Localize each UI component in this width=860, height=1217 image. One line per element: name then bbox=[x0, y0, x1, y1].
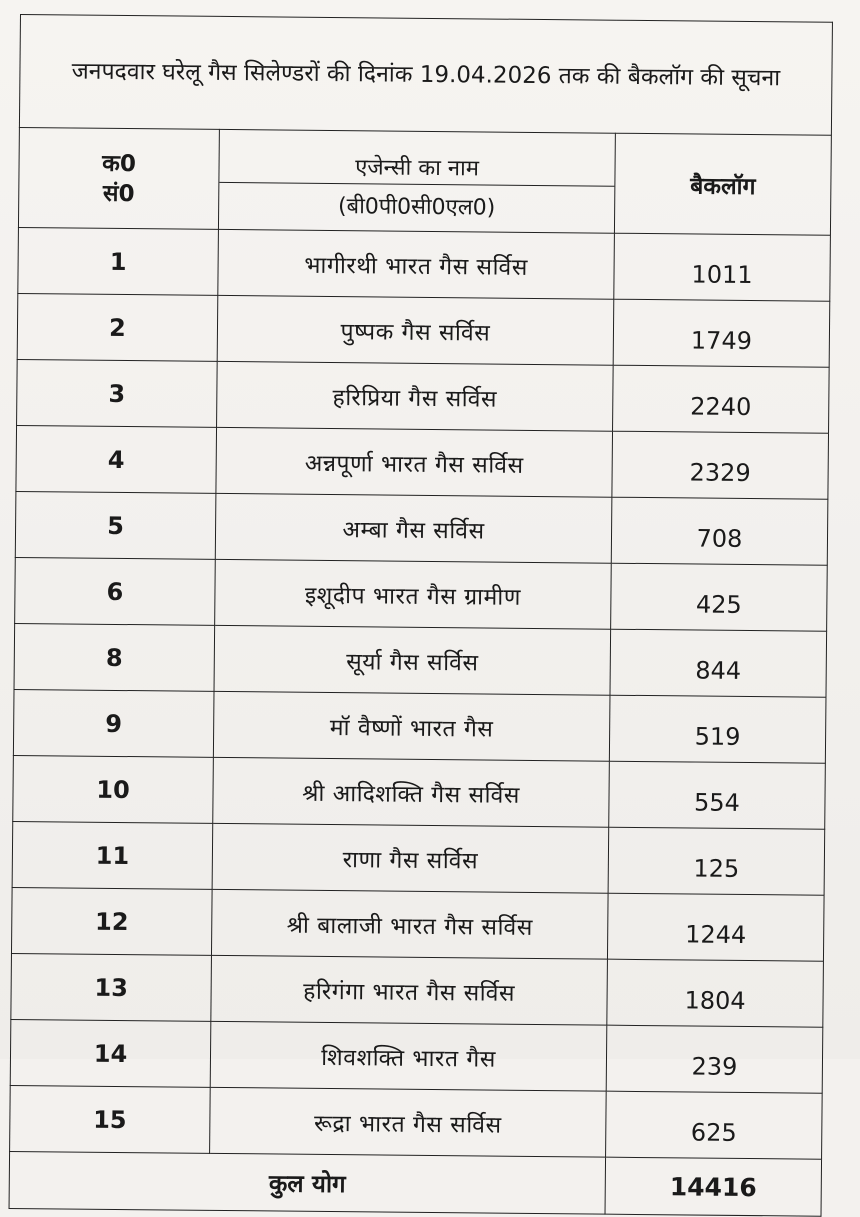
table-row bbox=[17, 293, 830, 367]
row-agency-name: शिवशक्ति भारत गैस bbox=[210, 1021, 607, 1091]
agency-name-header bbox=[218, 129, 615, 233]
row-agency-name: हरिप्रिया गैस सर्विस bbox=[217, 361, 614, 431]
row-backlog-value: 239 bbox=[606, 1025, 823, 1093]
table-title: जनपदवार घरेलू गैस सिलेण्डरों की दिनांक 19.04.2026 तक की बैकलॉग की सूचना bbox=[19, 15, 832, 136]
row-agency-name: रूद्रा भारत गैस सर्विस bbox=[210, 1087, 607, 1157]
serial-header-line2: सं0 bbox=[102, 180, 135, 207]
table-row bbox=[15, 557, 828, 631]
row-agency-name: श्री बालाजी भारत गैस सर्विस bbox=[211, 889, 608, 959]
row-serial-number: 1 bbox=[18, 227, 219, 295]
row-serial-number: 11 bbox=[12, 821, 213, 889]
row-backlog-value: 1011 bbox=[614, 233, 831, 301]
row-backlog-value: 625 bbox=[606, 1091, 823, 1159]
table-body bbox=[10, 227, 831, 1159]
row-serial-number: 6 bbox=[15, 557, 216, 625]
row-backlog-value: 844 bbox=[610, 629, 827, 697]
table-row bbox=[11, 953, 824, 1027]
serial-number-header bbox=[18, 127, 219, 229]
row-agency-name: अम्बा गैस सर्विस bbox=[215, 493, 612, 563]
row-serial-number: 3 bbox=[17, 359, 218, 427]
header-row bbox=[18, 127, 831, 235]
row-agency-name: भागीरथी भारत गैस सर्विस bbox=[218, 229, 615, 299]
table-row bbox=[11, 887, 824, 961]
row-serial-number: 12 bbox=[11, 887, 212, 955]
row-serial-number: 10 bbox=[13, 755, 214, 823]
table-row bbox=[18, 227, 831, 301]
row-backlog-value: 425 bbox=[611, 563, 828, 631]
backlog-document bbox=[9, 14, 832, 1217]
row-backlog-value: 2240 bbox=[613, 365, 830, 433]
row-serial-number: 13 bbox=[11, 953, 212, 1021]
agency-header-line1: एजेन्सी का नाम bbox=[219, 130, 614, 187]
row-serial-number: 14 bbox=[10, 1019, 211, 1087]
row-agency-name: राणा गैस सर्विस bbox=[212, 823, 609, 893]
row-backlog-value: 554 bbox=[609, 761, 826, 829]
serial-header-line1: क0 bbox=[102, 150, 137, 177]
row-backlog-value: 708 bbox=[611, 497, 828, 565]
table-row bbox=[13, 755, 826, 829]
row-agency-name: हरिगंगा भारत गैस सर्विस bbox=[211, 955, 608, 1025]
backlog-header: बैकलॉग bbox=[614, 133, 831, 235]
total-label: कुल योग bbox=[9, 1151, 606, 1214]
row-serial-number: 4 bbox=[16, 425, 217, 493]
row-serial-number: 2 bbox=[17, 293, 218, 361]
row-backlog-value: 519 bbox=[609, 695, 826, 763]
row-backlog-value: 1804 bbox=[607, 959, 824, 1027]
row-serial-number: 9 bbox=[13, 689, 214, 757]
table-row bbox=[16, 425, 829, 499]
row-agency-name: अन्नपूर्णा भारत गैस सर्विस bbox=[216, 427, 613, 497]
table-row bbox=[13, 689, 826, 763]
table-row bbox=[14, 623, 827, 697]
row-backlog-value: 2329 bbox=[612, 431, 829, 499]
row-agency-name: इशूदीप भारत गैस ग्रामीण bbox=[215, 559, 612, 629]
row-serial-number: 8 bbox=[14, 623, 215, 691]
table-row bbox=[17, 359, 830, 433]
row-agency-name: मॉ वैष्णों भारत गैस bbox=[213, 691, 610, 761]
total-row bbox=[9, 1151, 822, 1216]
table-row bbox=[10, 1085, 823, 1159]
table-row bbox=[15, 491, 828, 565]
row-backlog-value: 1244 bbox=[607, 893, 824, 961]
table-row bbox=[12, 821, 825, 895]
row-backlog-value: 1749 bbox=[613, 299, 830, 367]
agency-header-line2: (बी0पी0सी0एल0) bbox=[337, 194, 496, 221]
row-agency-name: पुष्पक गैस सर्विस bbox=[217, 295, 614, 365]
title-row bbox=[19, 15, 832, 136]
row-agency-name: श्री आदिशक्ति गैस सर्विस bbox=[213, 757, 610, 827]
backlog-table bbox=[9, 14, 833, 1217]
row-serial-number: 5 bbox=[15, 491, 216, 559]
row-agency-name: सूर्या गैस सर्विस bbox=[214, 625, 611, 695]
row-serial-number: 15 bbox=[10, 1085, 211, 1153]
total-value: 14416 bbox=[605, 1157, 822, 1216]
table-row bbox=[10, 1019, 823, 1093]
row-backlog-value: 125 bbox=[608, 827, 825, 895]
